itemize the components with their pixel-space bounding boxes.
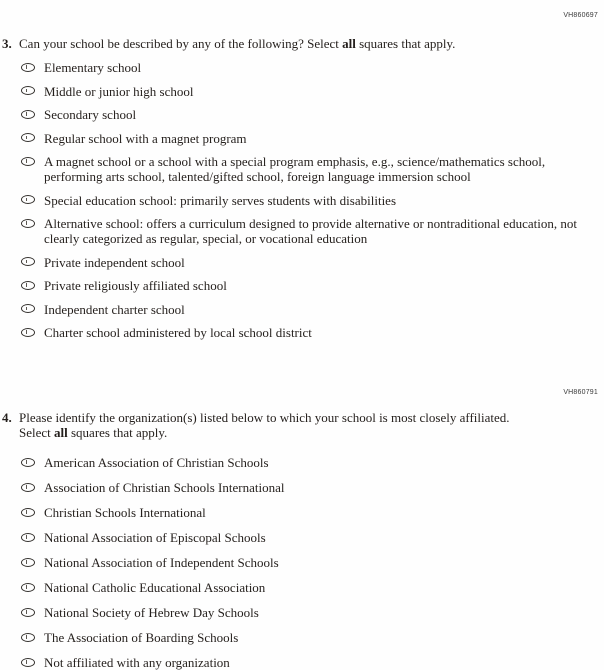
option-natl-assoc-episcopal[interactable]: National Association of Episcopal Schools — [21, 530, 602, 545]
option-special-education[interactable]: Special education school: primarily serves students with disabilities — [21, 193, 602, 208]
answer-oval-icon[interactable] — [21, 633, 35, 642]
option-secondary-school[interactable]: Secondary school — [21, 107, 602, 122]
question-3-options — [21, 60, 602, 340]
answer-oval-icon[interactable] — [21, 558, 35, 567]
option-private-independent[interactable]: Private independent school — [21, 255, 602, 270]
answer-oval-icon[interactable] — [21, 195, 35, 204]
option-regular-magnet-program[interactable]: Regular school with a magnet program — [21, 131, 602, 146]
answer-oval-icon[interactable] — [21, 110, 35, 119]
question-4-text: Please identify the organization(s) listed below to which your school is most closely affiliated. Select all squares that apply. — [19, 410, 510, 440]
option-magnet-special-emphasis[interactable]: A magnet school or a school with a special program emphasis, e.g., science/mathematics school, performing arts school, talented/gifted school, foreign language immersion school — [21, 154, 602, 184]
option-not-affiliated[interactable]: Not affiliated with any organization — [21, 655, 602, 670]
option-alternative-school[interactable]: Alternative school: offers a curriculum designed to provide alternative or nontraditional education, not clearly categorized as regular, special, or vocational education — [21, 216, 602, 246]
question-4-number: 4. — [2, 410, 12, 425]
option-assoc-boarding-schools[interactable]: The Association of Boarding Schools — [21, 630, 602, 645]
answer-oval-icon[interactable] — [21, 157, 35, 166]
answer-oval-icon[interactable] — [21, 508, 35, 517]
answer-oval-icon[interactable] — [21, 281, 35, 290]
option-charter-district[interactable]: Charter school administered by local school district — [21, 325, 602, 340]
accession-code-q3: VH860697 — [563, 12, 598, 19]
answer-oval-icon[interactable] — [21, 328, 35, 337]
option-middle-junior-high[interactable]: Middle or junior high school — [21, 84, 602, 99]
option-natl-catholic-educ[interactable]: National Catholic Educational Association — [21, 580, 602, 595]
option-american-assoc-christian[interactable]: American Association of Christian Schools — [21, 455, 602, 470]
question-3-prompt — [2, 36, 602, 60]
option-independent-charter[interactable]: Independent charter school — [21, 302, 602, 317]
answer-oval-icon[interactable] — [21, 219, 35, 228]
option-private-religious[interactable]: Private religiously affiliated school — [21, 278, 602, 293]
answer-oval-icon[interactable] — [21, 608, 35, 617]
option-natl-assoc-independent[interactable]: National Association of Independent Schools — [21, 555, 602, 570]
question-3 — [2, 36, 602, 349]
question-3-number: 3. — [2, 36, 12, 51]
answer-oval-icon[interactable] — [21, 304, 35, 313]
question-4-prompt — [2, 410, 602, 455]
question-3-text: Can your school be described by any of the following? Select all squares that apply. — [19, 36, 456, 51]
answer-oval-icon[interactable] — [21, 133, 35, 142]
answer-oval-icon[interactable] — [21, 483, 35, 492]
option-natl-society-hebrew[interactable]: National Society of Hebrew Day Schools — [21, 605, 602, 620]
option-christian-schools-intl[interactable]: Christian Schools International — [21, 505, 602, 520]
answer-oval-icon[interactable] — [21, 257, 35, 266]
option-elementary-school[interactable]: Elementary school — [21, 60, 602, 75]
answer-oval-icon[interactable] — [21, 86, 35, 95]
answer-oval-icon[interactable] — [21, 458, 35, 467]
accession-code-q4: VH860791 — [563, 389, 598, 396]
question-4-options — [21, 455, 602, 670]
answer-oval-icon[interactable] — [21, 658, 35, 667]
option-assoc-christian-intl[interactable]: Association of Christian Schools International — [21, 480, 602, 495]
answer-oval-icon[interactable] — [21, 533, 35, 542]
answer-oval-icon[interactable] — [21, 63, 35, 72]
answer-oval-icon[interactable] — [21, 583, 35, 592]
question-4 — [2, 410, 602, 670]
